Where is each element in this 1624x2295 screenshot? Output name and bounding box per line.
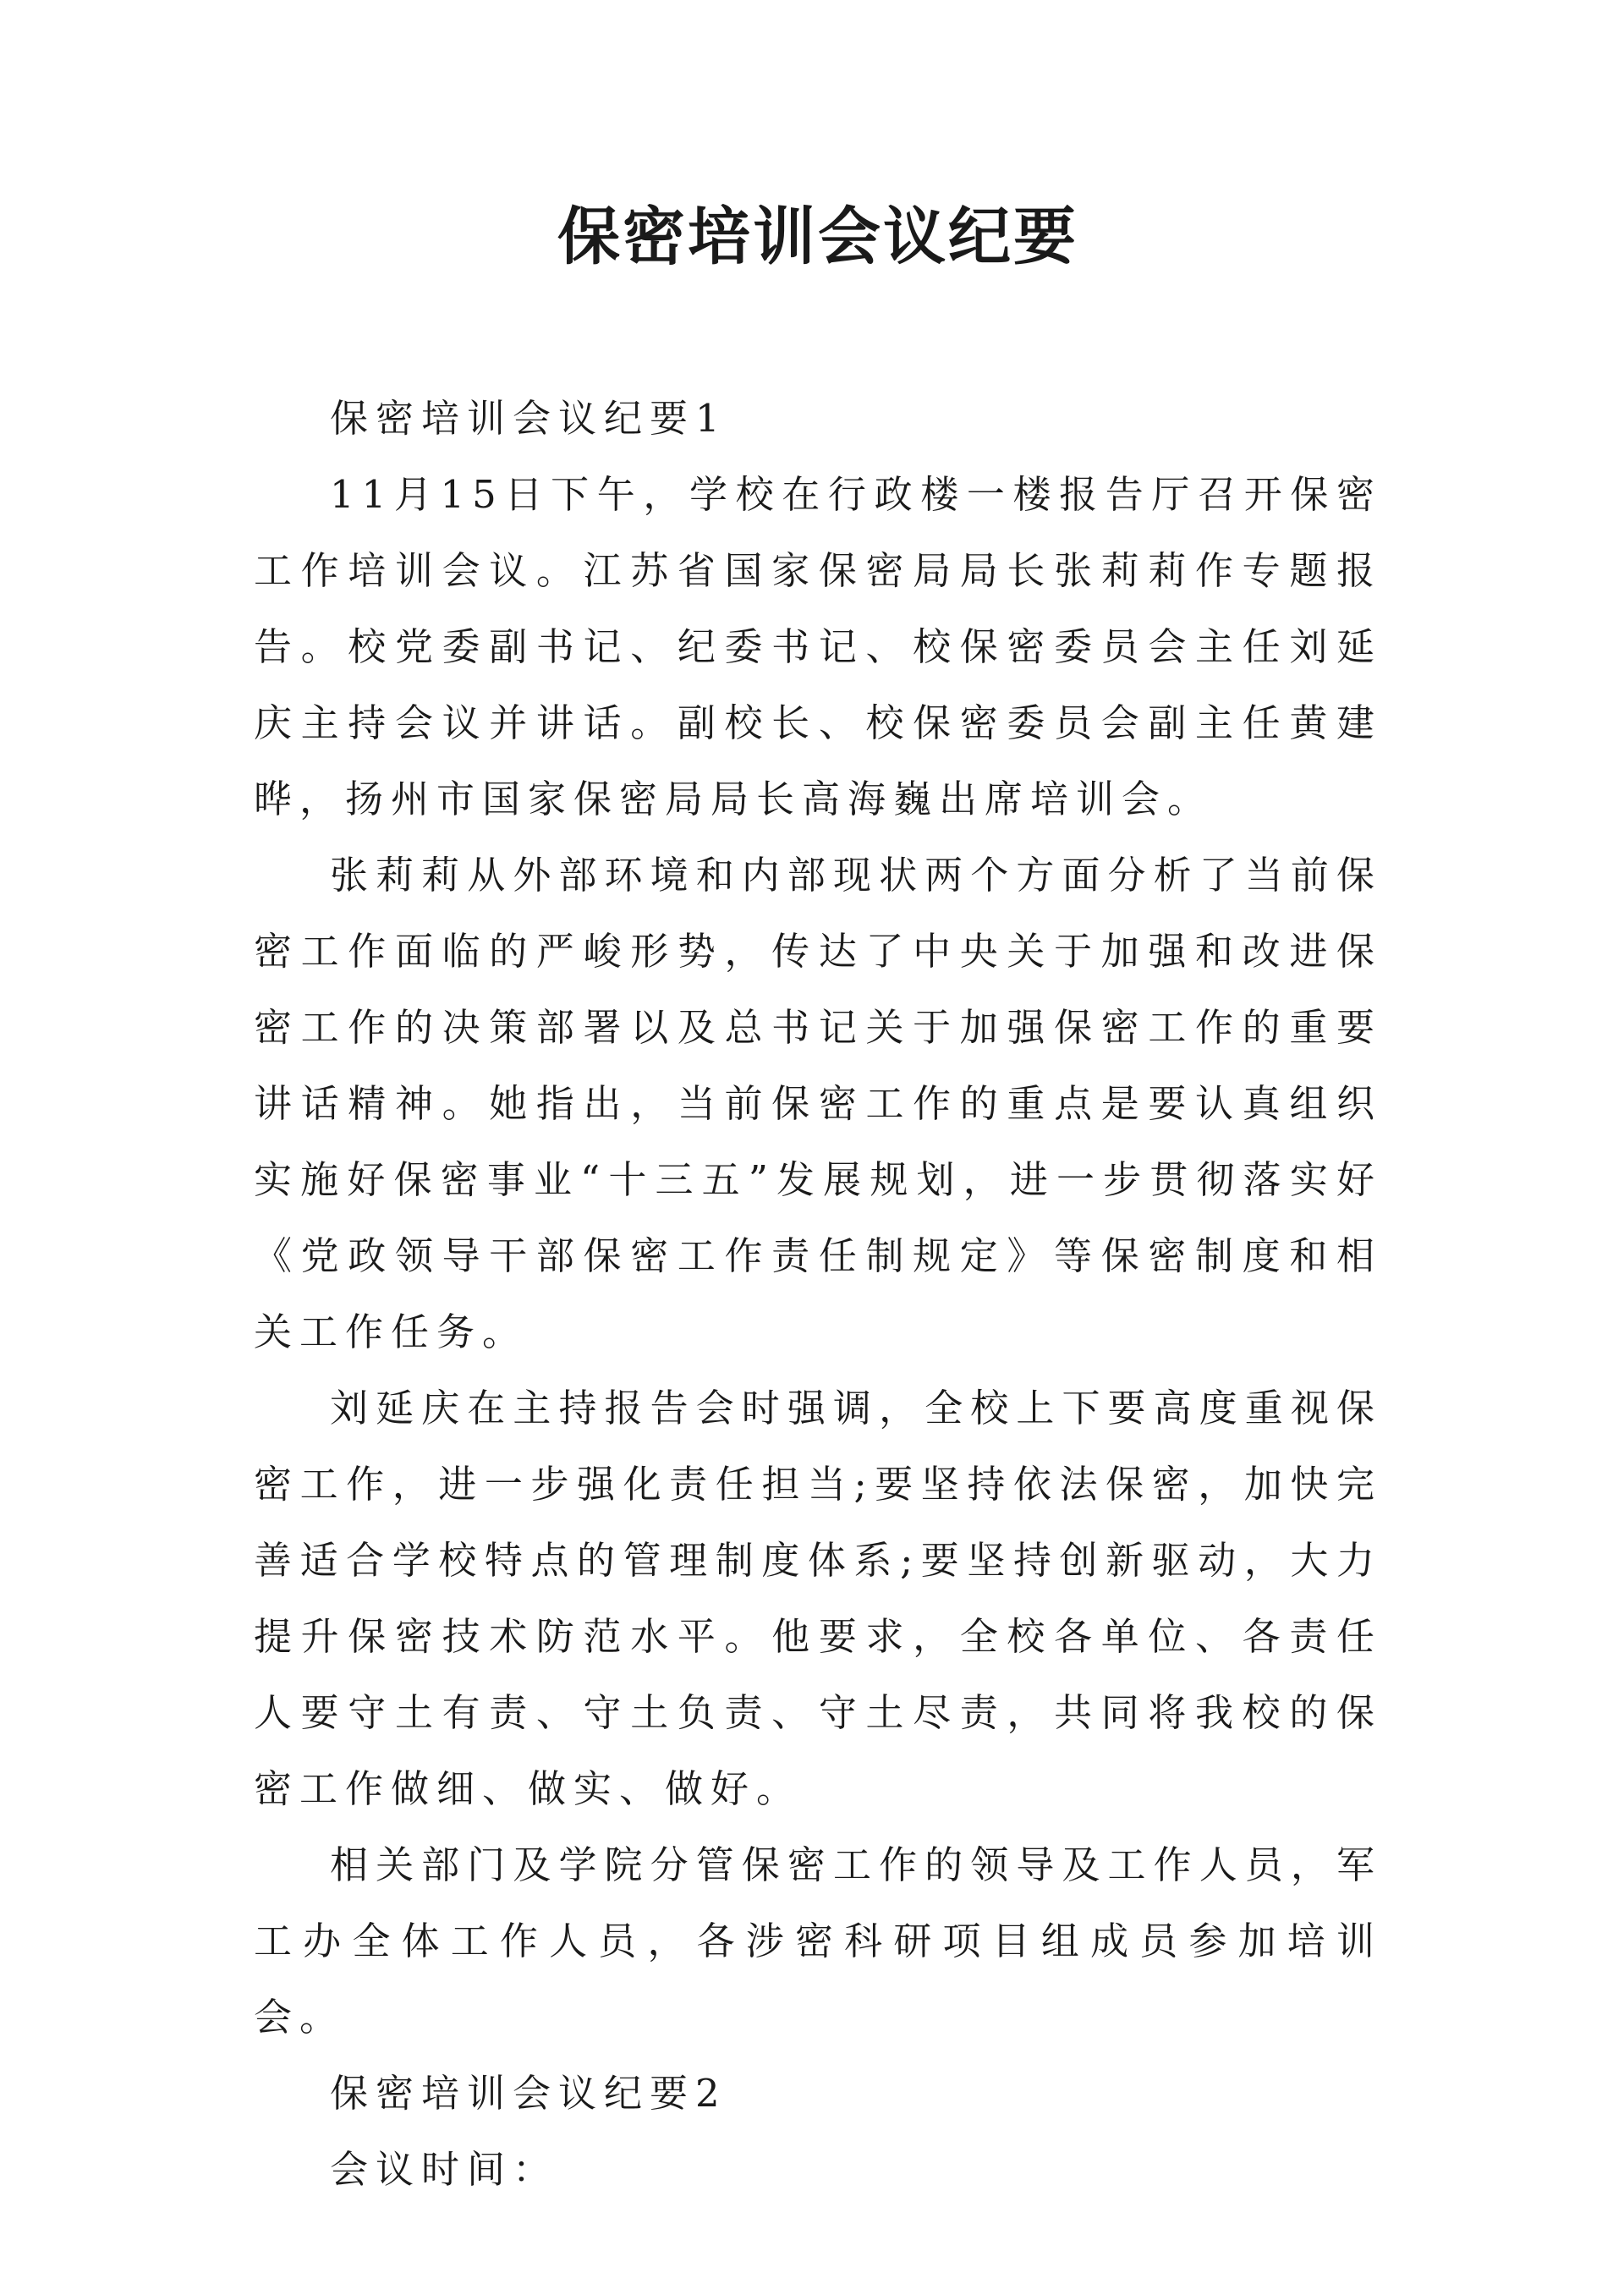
section-heading-1: 保密培训会议纪要1: [330, 396, 727, 441]
paragraph-meeting-overview: 11月15日下午，学校在行政楼一楼报告厅召开保密工作培训会议。江苏省国家保密局局长张莉莉作专题报告。校党委副书记、纪委书记、校保密委员会主任刘延庆主持会议并讲话。副校长、校保密委员会副主任黄建晔，扬州市国家保密局局长高海巍出席培训会。: [254, 472, 1382, 821]
paragraph-attendees: 相关部门及学院分管保密工作的领导及工作人员，军工办全体工作人员，各涉密科研项目组成员参加培训会。: [254, 1842, 1382, 2040]
paragraph-report-content: 张莉莉从外部环境和内部现状两个方面分析了当前保密工作面临的严峻形势，传达了中央关于加强和改进保密工作的决策部署以及总书记关于加强保密工作的重要讲话精神。她指出，当前保密工作的重点是要认真组织实施好保密事业“十三五”发展规划，进一步贯彻落实好《党政领导干部保密工作责任制规定》等保密制度和相关工作任务。: [254, 853, 1382, 1354]
paragraph-host-remarks: 刘延庆在主持报告会时强调，全校上下要高度重视保密工作，进一步强化责任担当;要坚持依法保密，加快完善适合学校特点的管理制度体系;要坚持创新驱动，大力提升保密技术防范水平。他要求，全校各单位、各责任人要守土有责、守土负责、守土尽责，共同将我校的保密工作做细、做实、做好。: [254, 1386, 1382, 1811]
meeting-time-label: 会议时间：: [330, 2147, 559, 2192]
section-heading-2: 保密培训会议纪要2: [330, 2071, 727, 2116]
document-title: 保密培训会议纪要: [557, 200, 1078, 273]
document-page: [254, 195, 1382, 2208]
